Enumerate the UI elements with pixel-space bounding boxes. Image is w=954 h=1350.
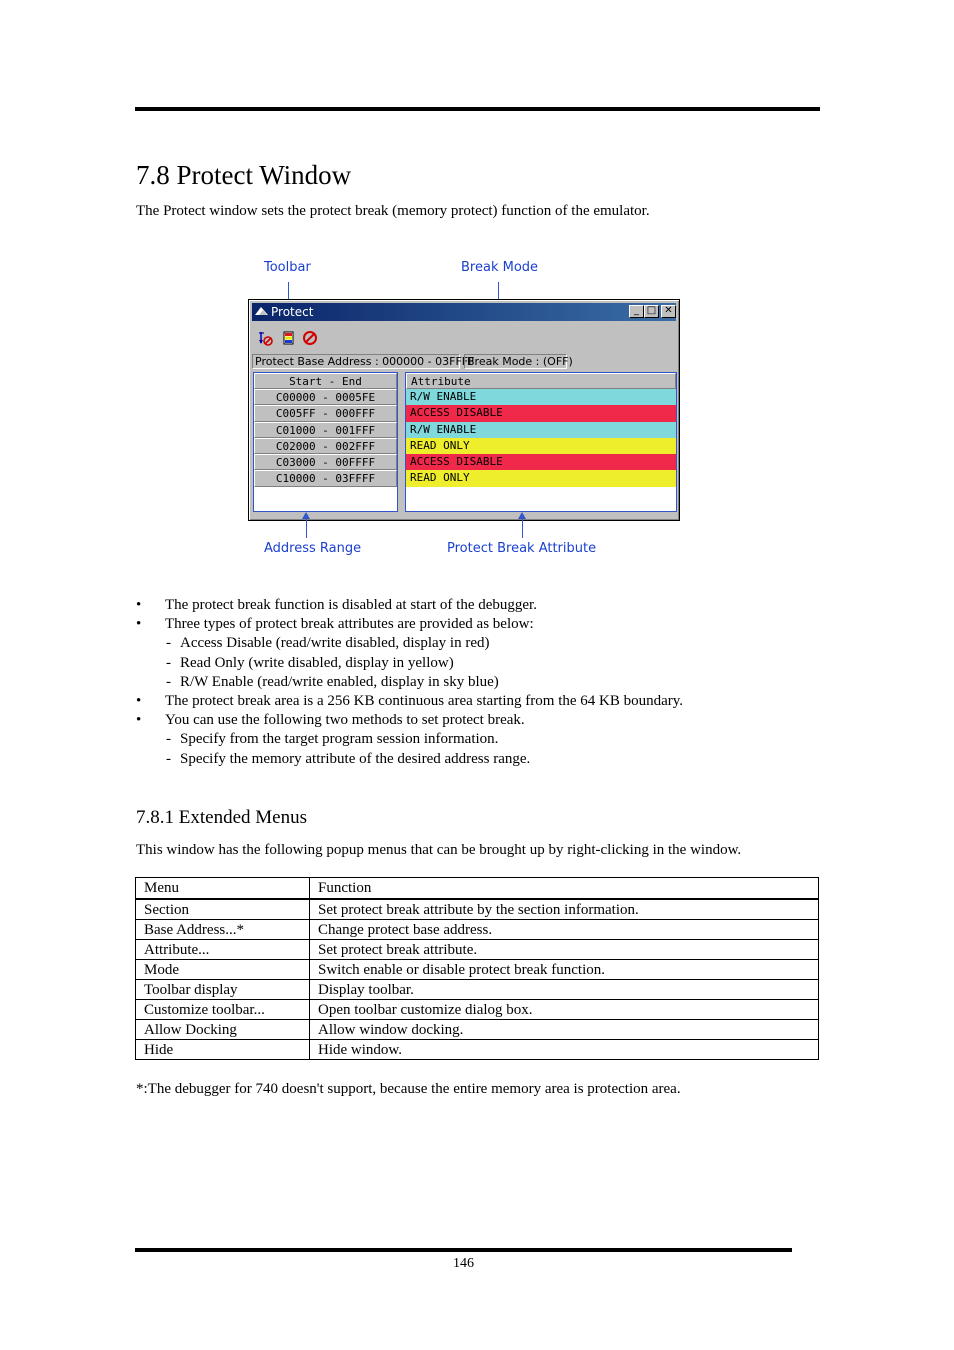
- attribute-cell[interactable]: ACCESS DISABLE: [406, 405, 676, 421]
- function-cell: Change protect base address.: [310, 920, 819, 940]
- section-intro: The Protect window sets the protect break (memory protect) function of the emulator.: [136, 203, 650, 219]
- sub-list-item: - Specify the memory attribute of the desired address range.: [136, 750, 683, 769]
- menu-cell: Section: [136, 899, 310, 920]
- menu-cell: Base Address...*: [136, 920, 310, 940]
- list-item: • The protect break function is disabled at start of the debugger.: [136, 596, 683, 615]
- table-row: [136, 920, 819, 940]
- attribute-rows: [406, 389, 676, 487]
- address-range-cell[interactable]: C10000 - 03FFFF: [254, 470, 397, 486]
- minimize-button[interactable]: [629, 305, 644, 318]
- page-number: 146: [453, 1256, 474, 1271]
- header-rule: [135, 107, 820, 111]
- footnote: *:The debugger for 740 doesn't support, because the entire memory area is protection area.: [136, 1081, 681, 1097]
- callout-protect-break-attribute: Protect Break Attribute: [447, 541, 597, 556]
- menu-cell: Toolbar display: [136, 980, 310, 1000]
- sub-list-item: - R/W Enable (read/write enabled, display in sky blue): [136, 673, 683, 692]
- attribute-cell[interactable]: READ ONLY: [406, 470, 676, 486]
- feature-list: [136, 596, 683, 769]
- address-range-cell[interactable]: C02000 - 002FFF: [254, 438, 397, 454]
- set-protect-icon[interactable]: [258, 330, 274, 346]
- address-range-cell[interactable]: C01000 - 001FFF: [254, 422, 397, 438]
- function-cell: Switch enable or disable protect break function.: [310, 960, 819, 980]
- callout-toolbar: Toolbar: [264, 260, 311, 275]
- menu-cell: Allow Docking: [136, 1020, 310, 1040]
- function-cell: Open toolbar customize dialog box.: [310, 1000, 819, 1020]
- list-item: • The protect break area is a 256 KB continuous area starting from the 64 KB boundary.: [136, 692, 683, 711]
- menu-cell: Customize toolbar...: [136, 1000, 310, 1020]
- subsection-title: 7.8.1 Extended Menus: [136, 807, 307, 828]
- attribute-column-header[interactable]: Attribute: [406, 373, 676, 389]
- address-range-grid: [253, 372, 398, 512]
- table-row: [136, 1040, 819, 1060]
- extended-menu-table: [135, 877, 819, 1060]
- range-column-header[interactable]: Start - End: [254, 373, 397, 389]
- list-item: • Three types of protect break attributes are provided as below:: [136, 615, 683, 634]
- attribute-cell[interactable]: READ ONLY: [406, 438, 676, 454]
- close-icon: ✕: [664, 305, 673, 316]
- table-row: [136, 1000, 819, 1020]
- window-titlebar[interactable]: [252, 303, 676, 321]
- menu-cell: Mode: [136, 960, 310, 980]
- table-row: [136, 980, 819, 1000]
- section-title: 7.8 Protect Window: [136, 160, 352, 190]
- maximize-button[interactable]: [644, 305, 659, 318]
- table-row: [136, 940, 819, 960]
- arrow-address-range-line: [306, 518, 307, 538]
- callout-break-mode: Break Mode: [461, 260, 539, 275]
- function-cell: Display toolbar.: [310, 980, 819, 1000]
- table-row: [136, 960, 819, 980]
- status-break-mode: Break Mode : (OFF): [464, 354, 567, 369]
- protect-window: [248, 299, 680, 521]
- disable-icon[interactable]: [302, 330, 318, 346]
- address-range-cell[interactable]: C005FF - 000FFF: [254, 405, 397, 421]
- footer-rule: [135, 1248, 792, 1252]
- subsection-intro: This window has the following popup menus that can be brought up by right-clicking in the window.: [136, 842, 742, 858]
- function-header-cell: Function: [310, 878, 819, 900]
- sub-list-item: - Read Only (write disabled, display in yellow): [136, 654, 683, 673]
- function-cell: Set protect break attribute.: [310, 940, 819, 960]
- table-row: [136, 1020, 819, 1040]
- close-button[interactable]: [661, 305, 676, 318]
- function-cell: Set protect break attribute by the section information.: [310, 899, 819, 920]
- list-item: • You can use the following two methods to set protect break.: [136, 711, 683, 730]
- menu-table-header: [136, 878, 819, 900]
- maximize-icon: □: [646, 305, 657, 316]
- table-row: [136, 899, 819, 920]
- menu-cell: Attribute...: [136, 940, 310, 960]
- attribute-cell[interactable]: R/W ENABLE: [406, 389, 676, 405]
- callout-address-range: Address Range: [264, 541, 362, 556]
- sub-list-item: - Access Disable (read/write disabled, display in red): [136, 634, 683, 653]
- window-title: Protect: [271, 305, 314, 319]
- menu-cell: Hide: [136, 1040, 310, 1060]
- window-toolbar: [255, 330, 335, 348]
- address-range-cell[interactable]: C03000 - 00FFFF: [254, 454, 397, 470]
- attribute-cell[interactable]: R/W ENABLE: [406, 422, 676, 438]
- window-app-icon: [255, 307, 268, 316]
- function-cell: Hide window.: [310, 1040, 819, 1060]
- attribute-grid: [405, 372, 677, 512]
- minimize-icon: _: [634, 305, 639, 316]
- sub-list-item: - Specify from the target program session information.: [136, 730, 683, 749]
- arrow-attribute-line: [522, 518, 523, 538]
- function-cell: Allow window docking.: [310, 1020, 819, 1040]
- range-rows: [254, 389, 397, 487]
- status-base-address: Protect Base Address : 000000 - 03FFFF: [252, 354, 460, 369]
- attribute-icon[interactable]: [281, 330, 297, 346]
- attribute-cell[interactable]: ACCESS DISABLE: [406, 454, 676, 470]
- menu-header-cell: Menu: [136, 878, 310, 900]
- address-range-cell[interactable]: C00000 - 0005FE: [254, 389, 397, 405]
